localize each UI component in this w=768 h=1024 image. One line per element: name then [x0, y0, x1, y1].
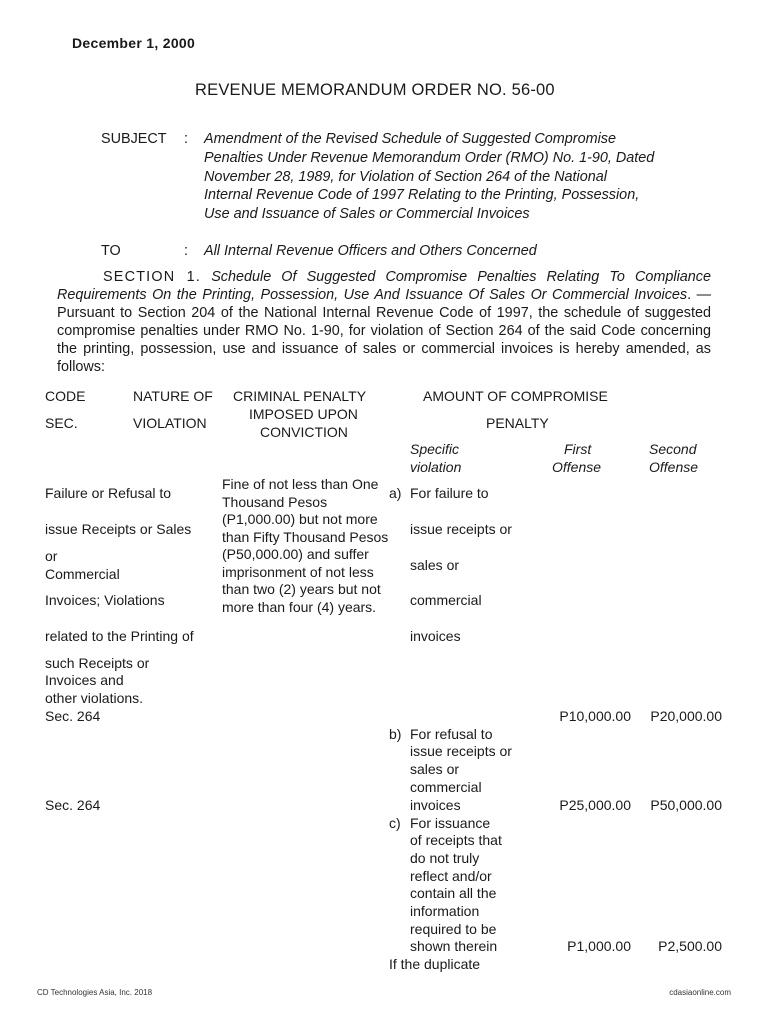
header-specific: violation	[410, 459, 462, 475]
header-first-offense: First	[564, 441, 592, 457]
violation-b-line: commercial	[410, 779, 482, 795]
violation-b-line: invoices	[410, 797, 461, 813]
violation-a-line: sales or	[410, 557, 460, 573]
violation-c-line: shown therein	[410, 938, 498, 954]
header-specific: Specific	[410, 441, 460, 457]
code-line: Invoices and	[45, 672, 124, 688]
header-second-offense: Offense	[649, 459, 699, 475]
violation-c-line: reflect and/or	[410, 868, 492, 884]
violation-b-line: issue receipts or	[410, 743, 512, 759]
code-line: issue Receipts or Sales	[45, 521, 192, 537]
trailing-text: If the duplicate	[389, 956, 481, 972]
footer-publisher: CD Technologies Asia, Inc. 2018	[37, 988, 153, 997]
to-colon: :	[184, 243, 188, 259]
violation-c-marker: c)	[389, 815, 401, 831]
section-body: . — Pursuant to Section 204 of the National Internal Revenue Code of 1997, the schedule of suggested compromise penalties under RMO No. 1-90, for violation of Section 264 of the said Code concerning the printing, possession, use and issuance of sales or commercial invoices is hereby amended, as follows:	[57, 287, 711, 375]
subject-line: November 28, 1989, for Violation of Section 264 of the National	[204, 169, 607, 185]
code-line: related to the Printing of	[45, 628, 194, 644]
violation-a-line: issue receipts or	[410, 521, 512, 537]
violation-a-first-offense: P10,000.00	[559, 708, 631, 724]
subject-colon: :	[184, 131, 188, 147]
to-label: TO	[101, 243, 121, 259]
violation-c-line: of receipts that	[410, 832, 502, 848]
violation-b-first-offense: P25,000.00	[559, 797, 631, 813]
header-criminal-penalty: CONVICTION	[260, 424, 348, 440]
violation-a-line: commercial	[410, 592, 482, 608]
section-title: Schedule Of Suggested Compromise Penalties Relating To Compliance Requirements On the Printing, Possession, Use And Issuance Of Sales Or Commercial Invoices	[57, 269, 711, 303]
violation-c-first-offense: P1,000.00	[567, 938, 631, 954]
header-sec: SEC.	[45, 415, 78, 431]
code-line: other violations.	[45, 690, 144, 706]
subject-line: Amendment of the Revised Schedule of Suggested Compromise	[204, 131, 616, 147]
header-criminal-penalty: IMPOSED UPON	[249, 406, 358, 422]
header-violation: VIOLATION	[133, 415, 207, 431]
header-nature: NATURE OF	[133, 388, 213, 404]
to-text: All Internal Revenue Officers and Others Concerned	[204, 243, 537, 259]
violation-b-marker: b)	[389, 726, 402, 742]
document-title: REVENUE MEMORANDUM ORDER NO. 56-00	[195, 81, 555, 99]
header-compromise: AMOUNT OF COMPROMISE	[423, 388, 608, 404]
violation-b-second-offense: P50,000.00	[650, 797, 722, 813]
code-line: Commercial	[45, 566, 120, 582]
violation-c-second-offense: P2,500.00	[658, 938, 722, 954]
violation-a-marker: a)	[389, 485, 402, 501]
subject-line: Use and Issuance of Sales or Commercial Invoices	[204, 206, 530, 222]
violation-b-line: For refusal to	[410, 726, 493, 742]
header-second-offense: Second	[649, 441, 697, 457]
section-heading: SECTION 1.	[103, 269, 202, 285]
violation-c-line: required to be	[410, 921, 497, 937]
footer-website: cdasiaonline.com	[669, 988, 731, 997]
header-code: CODE	[45, 388, 86, 404]
header-penalty: PENALTY	[486, 415, 549, 431]
code-section-ref: Sec. 264	[45, 708, 101, 724]
document-date: December 1, 2000	[72, 35, 196, 51]
violation-c-line: For issuance	[410, 815, 491, 831]
subject-label: SUBJECT	[101, 131, 167, 147]
violation-b-line: sales or	[410, 761, 460, 777]
subject-line: Internal Revenue Code of 1997 Relating to the Printing, Possession,	[204, 187, 640, 203]
violation-a-line: invoices	[410, 628, 461, 644]
code-line: Invoices; Violations	[45, 592, 165, 608]
code-line: or	[45, 548, 58, 564]
section-1-paragraph	[57, 268, 711, 376]
header-criminal-penalty: CRIMINAL PENALTY	[233, 388, 367, 404]
violation-c-line: do not truly	[410, 850, 480, 866]
criminal-penalty-text: Fine of not less than One Thousand Pesos (P1,000.00) but not more than Fifty Thousand Pesos (P50,000.00) and suffer imprisonment of not less than two (2) years but not more than four (4) years.	[222, 476, 389, 615]
code-section-ref: Sec. 264	[45, 797, 101, 813]
violation-a-line: For failure to	[410, 485, 489, 501]
code-line: such Receipts or	[45, 655, 150, 671]
violation-c-line: information	[410, 903, 480, 919]
code-line: Failure or Refusal to	[45, 485, 172, 501]
violation-a-second-offense: P20,000.00	[650, 708, 722, 724]
header-first-offense: Offense	[552, 459, 602, 475]
subject-line: Penalties Under Revenue Memorandum Order (RMO) No. 1-90, Dated	[204, 150, 655, 166]
violation-c-line: contain all the	[410, 885, 497, 901]
